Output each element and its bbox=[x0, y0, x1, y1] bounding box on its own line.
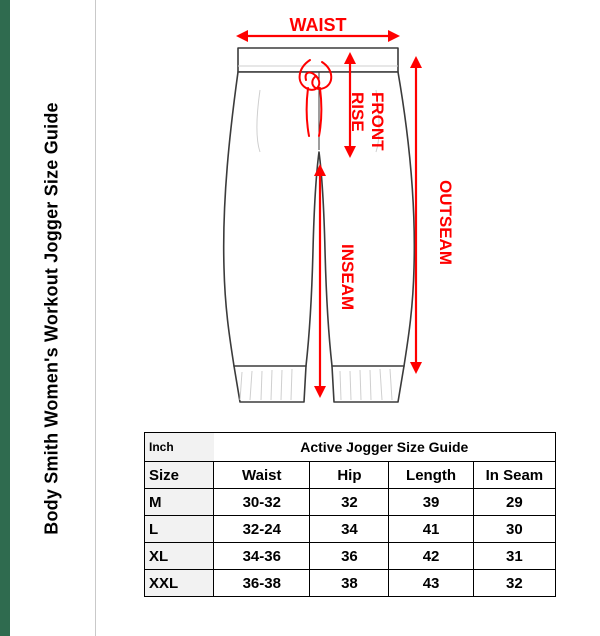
table-row bbox=[145, 516, 556, 543]
label-inseam: INSEAM bbox=[338, 244, 357, 311]
jogger-illustration bbox=[110, 0, 600, 430]
column-header-hip: Hip bbox=[310, 462, 389, 489]
cell-hip: 36 bbox=[310, 543, 389, 570]
column-header-waist: Waist bbox=[214, 462, 310, 489]
label-front-rise: FRONT bbox=[368, 92, 387, 151]
column-header-inseam: In Seam bbox=[473, 462, 555, 489]
cell-size: L bbox=[145, 516, 214, 543]
cell-hip: 34 bbox=[310, 516, 389, 543]
page-title bbox=[10, 0, 95, 636]
cell-length: 43 bbox=[389, 570, 473, 597]
cell-length: 41 bbox=[389, 516, 473, 543]
cell-inseam: 29 bbox=[473, 489, 555, 516]
cell-size: M bbox=[145, 489, 214, 516]
unit-label: Inch bbox=[145, 433, 214, 462]
cell-waist: 34-36 bbox=[214, 543, 310, 570]
table-row bbox=[145, 489, 556, 516]
label-waist: WAIST bbox=[289, 15, 347, 35]
cell-waist: 32-24 bbox=[214, 516, 310, 543]
cell-length: 39 bbox=[389, 489, 473, 516]
cell-inseam: 30 bbox=[473, 516, 555, 543]
cell-inseam: 31 bbox=[473, 543, 555, 570]
cell-size: XXL bbox=[145, 570, 214, 597]
accent-stripe bbox=[0, 0, 10, 636]
band-divider bbox=[95, 0, 96, 636]
column-header-length: Length bbox=[389, 462, 473, 489]
page-title-text: Body Smith Women's Workout Jogger Size Guide bbox=[42, 101, 62, 535]
cell-waist: 36-38 bbox=[214, 570, 310, 597]
label-front-rise-2: RISE bbox=[348, 92, 367, 132]
table-title-row bbox=[145, 433, 556, 462]
table-title: Active Jogger Size Guide bbox=[214, 433, 556, 462]
left-title-band bbox=[0, 0, 96, 636]
cell-waist: 30-32 bbox=[214, 489, 310, 516]
cell-hip: 32 bbox=[310, 489, 389, 516]
cell-hip: 38 bbox=[310, 570, 389, 597]
cell-inseam: 32 bbox=[473, 570, 555, 597]
table-row bbox=[145, 543, 556, 570]
label-outseam: OUTSEAM bbox=[436, 180, 455, 265]
size-guide-table bbox=[144, 432, 556, 597]
cell-length: 42 bbox=[389, 543, 473, 570]
size-table-container bbox=[144, 432, 556, 597]
table-header-row bbox=[145, 462, 556, 489]
table-row bbox=[145, 570, 556, 597]
column-header-size: Size bbox=[145, 462, 214, 489]
cell-size: XL bbox=[145, 543, 214, 570]
